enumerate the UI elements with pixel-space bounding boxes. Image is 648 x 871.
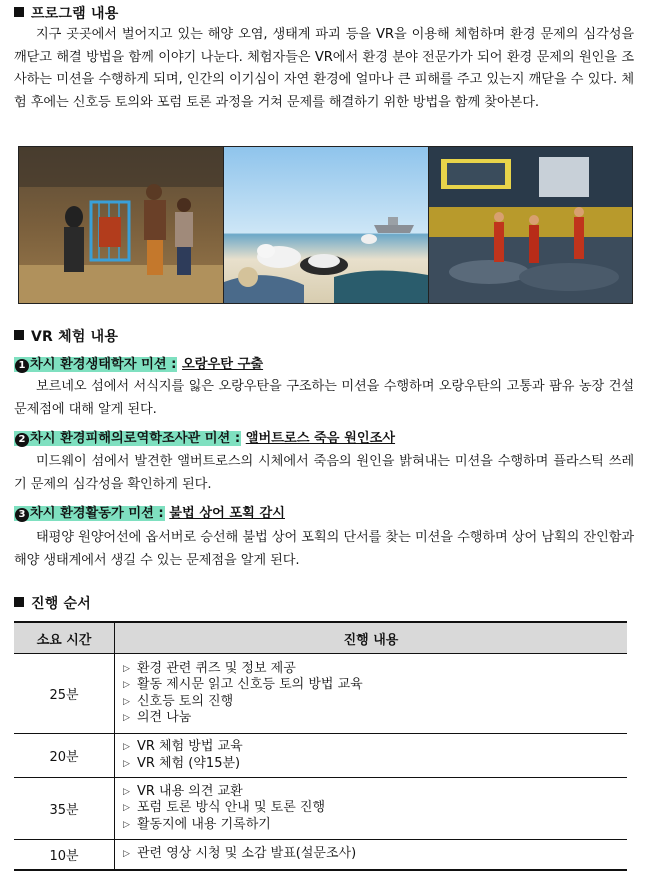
black-square-icon [14,7,24,17]
mission-2-title: 2 차시 환경피해의로역학조사관 미션 : 앨버트로스 죽음 원인조사 [14,430,395,448]
albatross-scene-image [223,147,428,303]
program-description: 지구 곳곳에서 벌어지고 있는 해양 오염, 생태계 파괴 등을 VR을 이용해 체험하며 환경 문제의 심각성을 깨닫고 해결 방법을 함께 이야기 나눈다. 체험자들은 VR에서 환경 분야 전문가가 되어 환경 문제의 원인을 조사하는 미션을 수행하게 되며, 인간의 이기심이 자연 환경에 얼마나 큰 피해를 주고 있는지 깨닫을 수 있다. 체험 후에는 신호등 토의와 포럼 토론 과정을 거쳐 문제를 해결하기 위한 방법을 함께 찾아본다. [14,27,634,110]
table-row [14,734,627,778]
schedule-table [14,621,627,871]
number-circle-icon: 2 [15,433,29,447]
time-cell: 25분 [14,654,115,734]
list-item: ▷ VR 체험 (약15분) [123,755,241,771]
time-cell: 10분 [14,840,115,870]
list-item: ▷ VR 내용 의견 교환 [123,783,243,799]
orangutan-scene-image [19,147,223,303]
column-header-content: 진행 내용 [115,622,628,654]
list-item: ▷ 의견 나눔 [123,710,192,725]
black-square-icon [14,597,24,607]
list-item: ▷ VR 체험 방법 교육 [123,739,243,754]
content-cell [115,734,628,778]
list-item: ▷ 관련 영상 시청 및 소감 발표(설문조사) [123,846,357,861]
triangle-bullet-icon: ▷ [123,680,130,690]
mission-2-text: 미드웨이 섬에서 발견한 앨버트로스의 시체에서 죽음의 원인을 밝혀내는 미션을 수행하며 플라스틱 쓰레기 문제의 심각성을 확인하게 된다. [14,454,634,492]
number-circle-icon: 3 [15,508,29,522]
triangle-bullet-icon: ▷ [123,819,130,830]
triangle-bullet-icon: ▷ [123,803,130,814]
list-item: ▷ 활동지에 내용 기록하기 [123,816,271,832]
list-item: ▷ 환경 관련 퀴즈 및 정보 제공 [123,660,296,676]
fishing-boat-scene-image [428,147,632,303]
triangle-bullet-icon: ▷ [123,849,130,859]
triangle-bullet-icon: ▷ [123,786,130,797]
vr-heading: VR 체험 내용 [14,326,118,346]
number-circle-icon: 1 [15,359,29,373]
mission-1-label: 1 차시 환경생태학자 미션 : [14,357,177,372]
triangle-bullet-icon: ▷ [123,758,130,769]
time-cell: 35분 [14,778,115,840]
black-square-icon [14,330,24,340]
triangle-bullet-icon: ▷ [123,713,130,723]
table-row [14,840,627,870]
time-cell: 20분 [14,734,115,778]
column-header-time: 소요 시간 [14,622,115,654]
triangle-bullet-icon: ▷ [123,742,130,752]
table-header-row [14,622,627,654]
triangle-bullet-icon: ▷ [123,696,130,707]
table-row [14,654,627,734]
vr-screenshot-strip [18,146,633,304]
content-cell [115,840,628,870]
mission-2-label: 2 차시 환경피해의로역학조사관 미션 : [14,431,241,446]
content-cell [115,654,628,734]
content-cell [115,778,628,840]
list-item: ▷ 포럼 토론 방식 안내 및 토론 진행 [123,800,326,816]
list-item: ▷ 신호등 토의 진행 [123,693,234,709]
mission-1-text: 보르네오 섬에서 서식지를 잃은 오랑우탄을 구조하는 미션을 수행하며 오랑우탄의 고통과 팜유 농장 건설 문제점에 대해 알게 된다. [14,379,634,417]
mission-3-text: 태평양 원양어선에 옵서버로 승선해 불법 상어 포획의 단서를 찾는 미션을 수행하며 상어 남획의 잔인함과 해양 생태계에서 생길 수 있는 문제점을 알게 된다. [14,530,634,568]
mission-3-title: 3 차시 환경활동가 미션 : 불법 상어 포획 감시 [14,505,285,523]
mission-1-title: 1 차시 환경생태학자 미션 : 오랑우탄 구출 [14,356,263,374]
table-row [14,778,627,840]
mission-3-label: 3 차시 환경활동가 미션 : [14,506,165,521]
program-heading: 프로그램 내용 [14,3,118,23]
list-item: ▷ 활동 제시문 읽고 신호등 토의 방법 교육 [123,677,363,692]
schedule-heading: 진행 순서 [14,593,91,613]
triangle-bullet-icon: ▷ [123,663,130,674]
